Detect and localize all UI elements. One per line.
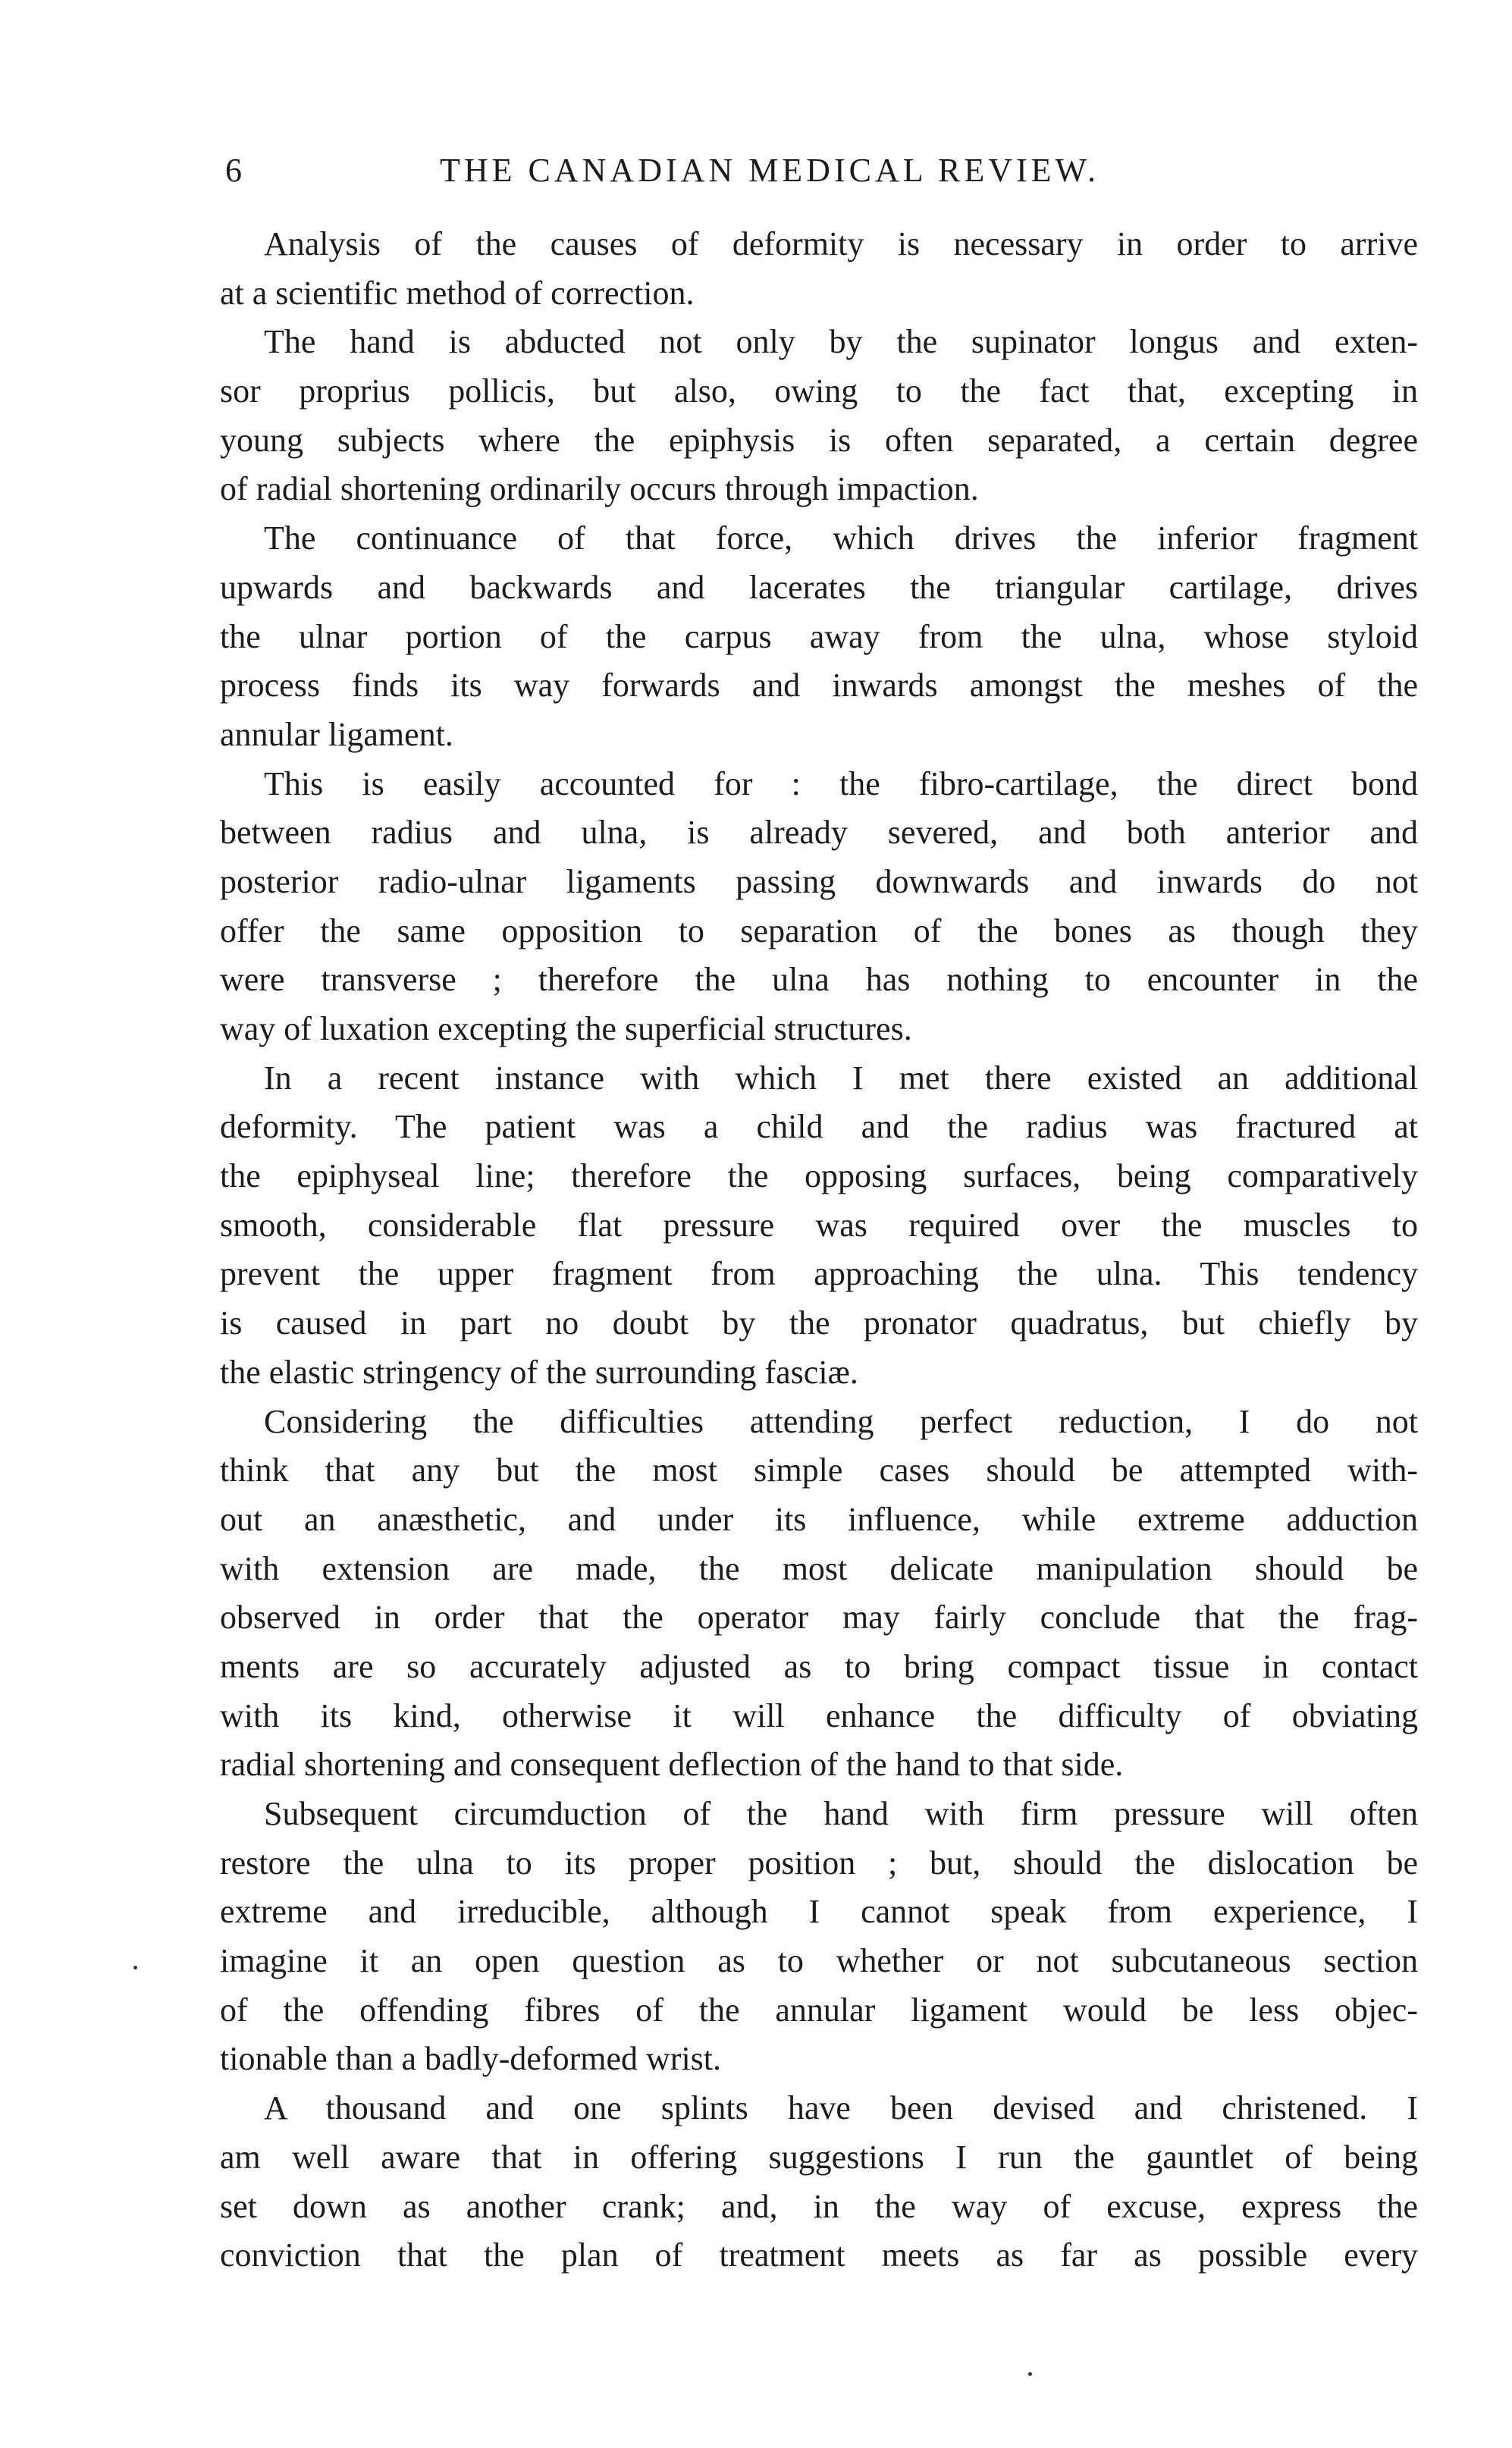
text-line: with its kind, otherwise it will enhance the difficulty of obviating — [220, 1696, 1418, 1734]
paragraph — [220, 220, 1418, 318]
paragraph — [220, 1790, 1418, 2084]
text-line: annular ligament. — [220, 715, 453, 753]
text-line: observed in order that the operator may fairly conclude that the frag- — [220, 1599, 1418, 1637]
text-line: imagine it an open question as to whether or not subcutaneous section — [220, 1942, 1418, 1980]
text-line: smooth, considerable flat pressure was required over the muscles to — [220, 1206, 1418, 1244]
text-line: between radius and ulna, is already severed, and both anterior and — [220, 814, 1418, 852]
text-line: sor proprius pollicis, but also, owing to the fact that, excepting in — [220, 372, 1418, 410]
text-line: posterior radio-ulnar ligaments passing downwards and inwards do not — [220, 862, 1418, 900]
text-line: Analysis of the causes of deformity is necessary in order to arrive — [264, 225, 1418, 262]
text-line: the epiphyseal line; therefore the opposing surfaces, being comparatively — [220, 1157, 1418, 1195]
paragraph — [220, 318, 1418, 514]
text-line: set down as another crank; and, in the way of excuse, express the — [220, 2187, 1418, 2225]
text-line: ments are so accurately adjusted as to bring compact tissue in contact — [220, 1647, 1418, 1685]
text-line: Subsequent circumduction of the hand with firm pressure will often — [264, 1795, 1418, 1832]
text-line: deformity. The patient was a child and the radius was fractured at — [220, 1108, 1418, 1146]
paragraph — [220, 1054, 1418, 1398]
text-line: process finds its way forwards and inwards amongst the meshes of the — [220, 667, 1418, 705]
text-line: radial shortening and consequent deflection of the hand to that side. — [220, 1746, 1124, 1784]
scan-speck — [133, 1966, 137, 1969]
text-line: In a recent instance with which I met there existed an additional — [264, 1059, 1418, 1097]
paragraph — [220, 760, 1418, 1054]
article-body — [220, 220, 1418, 2280]
text-line: of the offending fibres of the annular ligament would be less objec- — [220, 1991, 1418, 2029]
text-line: way of luxation excepting the superficial structures. — [220, 1010, 912, 1047]
text-line: the elastic stringency of the surrounding fasciæ. — [220, 1353, 858, 1391]
scan-speck — [1028, 2372, 1032, 2376]
paragraph — [220, 514, 1418, 759]
text-line: This is easily accounted for : the fibro-cartilage, the direct bond — [264, 764, 1418, 802]
text-line: conviction that the plan of treatment meets as far as possible every — [220, 2236, 1418, 2274]
text-line: young subjects where the epiphysis is often separated, a certain degree — [220, 421, 1418, 459]
text-line: is caused in part no doubt by the pronator quadratus, but chiefly by — [220, 1304, 1418, 1342]
text-line: The continuance of that force, which drives the inferior fragment — [264, 519, 1418, 557]
paragraph — [220, 1398, 1418, 1790]
text-line: of radial shortening ordinarily occurs through impaction. — [220, 470, 979, 508]
running-head: THE CANADIAN MEDICAL REVIEW. — [440, 152, 1099, 189]
text-line: out an anæsthetic, and under its influence, while extreme adduction — [220, 1500, 1418, 1538]
text-line: A thousand and one splints have been devised and christened. I — [264, 2089, 1418, 2127]
text-line: Considering the difficulties attending perfect reduction, I do not — [264, 1402, 1418, 1440]
page-number: 6 — [225, 152, 242, 189]
text-line: tionable than a badly-deformed wrist. — [220, 2040, 722, 2078]
text-line: prevent the upper fragment from approaching the ulna. This tendency — [220, 1255, 1418, 1293]
text-line: am well aware that in offering suggestions I run the gauntlet of being — [220, 2138, 1418, 2176]
text-line: extreme and irreducible, although I cannot speak from experience, I — [220, 1893, 1418, 1931]
text-line: at a scientific method of correction. — [220, 274, 695, 312]
text-line: upwards and backwards and lacerates the triangular cartilage, drives — [220, 568, 1418, 606]
paragraph — [220, 2084, 1418, 2280]
text-line: offer the same opposition to separation of the bones as though they — [220, 912, 1418, 949]
text-line: restore the ulna to its proper position ; but, should the dislocation be — [220, 1844, 1418, 1882]
text-line: were transverse ; therefore the ulna has nothing to encounter in the — [220, 961, 1418, 999]
text-line: with extension are made, the most delicate manipulation should be — [220, 1549, 1418, 1587]
text-line: The hand is abducted not only by the supinator longus and exten- — [264, 323, 1418, 361]
text-line: think that any but the most simple cases should be attempted with- — [220, 1452, 1418, 1489]
text-line: the ulnar portion of the carpus away from the ulna, whose styloid — [220, 617, 1418, 655]
